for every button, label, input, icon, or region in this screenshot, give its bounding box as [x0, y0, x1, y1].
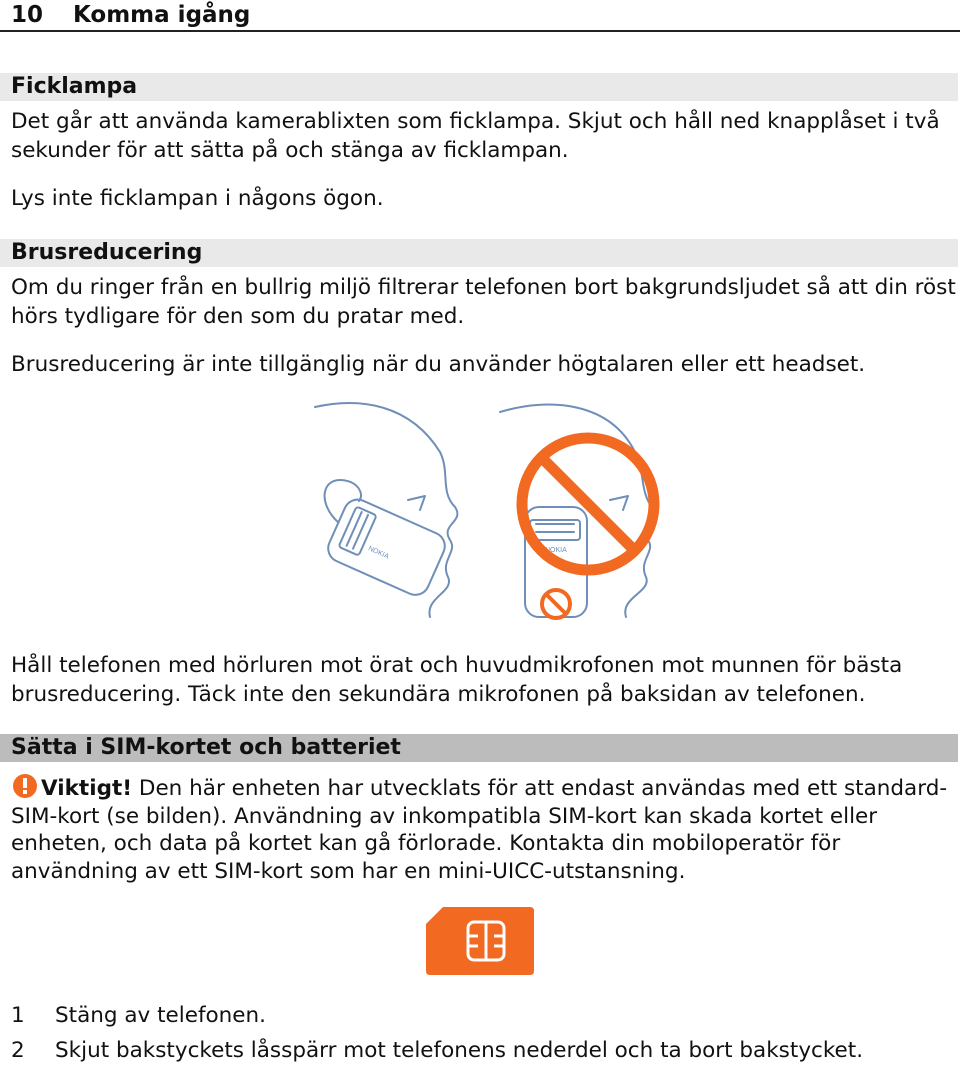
section-title: Ficklampa	[11, 74, 138, 99]
important-text: Den här enheten har utvecklats för att endast användas med ett standard-SIM-kort (se bilden). Användning av inkompatibla SIM-kort kan skada kortet eller enheten, och data på kortet kan gå förlorade. Kontakta din mobiloperatör för användning av ett SIM-kort som har en mini-UICC-utstansning.	[11, 776, 948, 884]
step-number: 1	[11, 1003, 25, 1028]
page-number: 10	[11, 2, 44, 28]
phone-holding-illustration	[290, 392, 690, 632]
noise-paragraph-1: Om du ringer från en bullrig miljö filtrerar telefonen bort bakgrundsljudet så att din röst hörs tydligare för den som du pratar med.	[11, 275, 956, 329]
ear-outline-left	[408, 496, 425, 510]
flashlight-paragraph: Det går att använda kamerablixten som ficklampa. Skjut och håll ned knapplåset i två sekunder för att sätta på och stänga av ficklampan.	[11, 109, 940, 163]
section-title: Sätta i SIM-kortet och batteriet	[11, 735, 401, 760]
section-heading-flashlight	[0, 73, 958, 101]
step-text: Stäng av telefonen.	[55, 1003, 266, 1028]
noise-paragraph-3: Håll telefonen med hörluren mot örat och huvudmikrofonen mot munnen för bästa brusreducering. Täck inte den sekundära mikrofonen på baksidan av telefonen.	[11, 653, 903, 707]
section-heading-noise-reduction	[0, 239, 958, 267]
step-text: Skjut bakstyckets låsspärr mot telefonens nederdel och ta bort bakstycket.	[55, 1038, 864, 1063]
sim-card-icon	[426, 907, 534, 975]
noise-paragraph-2: Brusreducering är inte tillgänglig när du använder högtalaren eller ett headset.	[11, 352, 866, 377]
important-note	[11, 774, 956, 885]
chapter-title: Komma igång	[73, 2, 251, 28]
page-header	[0, 0, 960, 32]
section-heading-sim	[0, 734, 958, 762]
flashlight-warning: Lys inte ficklampan i någons ögon.	[11, 186, 384, 211]
step-number: 2	[11, 1038, 25, 1063]
ear-outline-right	[610, 496, 628, 510]
list-item	[11, 1003, 266, 1028]
phone-brand-left: NOKIA	[367, 545, 390, 561]
list-item	[11, 1038, 863, 1063]
phone-left	[301, 474, 454, 599]
microphone-blocked-icon	[542, 590, 570, 618]
section-title: Brusreducering	[11, 240, 203, 265]
important-label: Viktigt!	[41, 776, 133, 801]
warning-icon	[11, 774, 41, 798]
phone-brand-right: NOKIA	[545, 547, 567, 554]
